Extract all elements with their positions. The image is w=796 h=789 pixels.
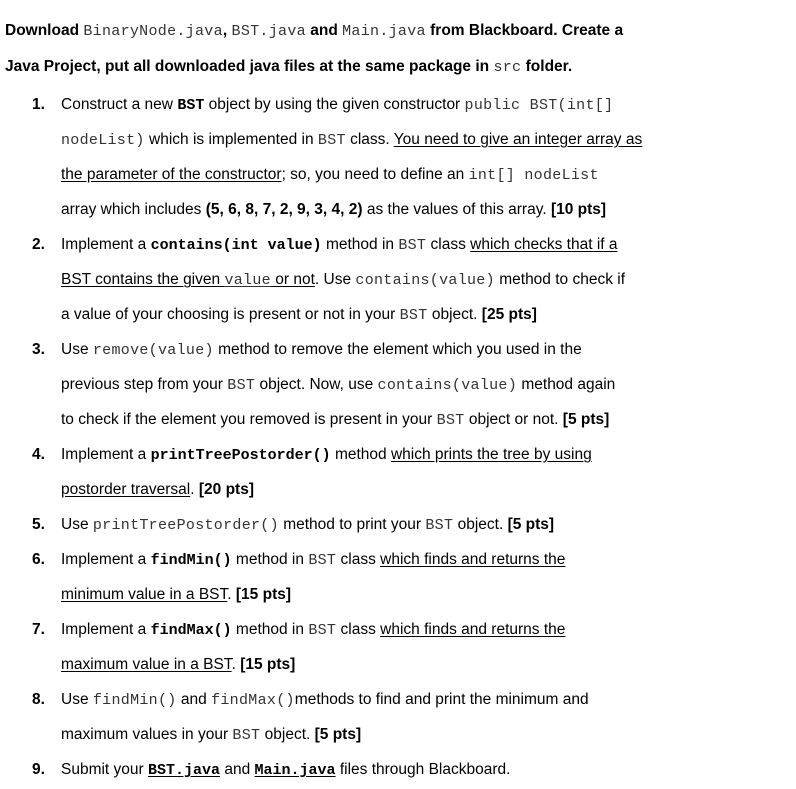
- item-line: previous step from your BST object. Now, use contains(value) method again: [61, 376, 616, 394]
- item-line: postorder traversal. [20 pts]: [61, 481, 254, 498]
- item-line: maximum values in your BST object. [5 pts]: [61, 726, 362, 744]
- item-line: Implement a findMin() method in BST class which finds and returns the: [61, 551, 566, 569]
- item-number: 9.: [32, 761, 45, 778]
- item-line: nodeList) which is implemented in BST class. You need to give an integer array as: [61, 131, 643, 149]
- item-line: Submit your BST.java and Main.java files through Blackboard.: [61, 761, 511, 779]
- code-binarynode-java: BinaryNode.java: [83, 23, 223, 40]
- code-src: src: [493, 59, 522, 76]
- item-line: Implement a contains(int value) method in BST class which checks that if a: [61, 236, 618, 254]
- code-bst-java: BST.java: [231, 23, 306, 40]
- item-line: Construct a new BST object by using the given constructor public BST(int[]: [61, 96, 614, 114]
- item-line: maximum value in a BST. [15 pts]: [61, 656, 296, 673]
- item-line: BST contains the given value or not. Use contains(value) method to check if: [61, 271, 626, 289]
- item-line: the parameter of the constructor; so, you need to define an int[] nodeList: [61, 166, 599, 184]
- item-line: minimum value in a BST. [15 pts]: [61, 586, 292, 603]
- item-line: array which includes (5, 6, 8, 7, 2, 9, 3, 4, 2) as the values of this array. [10 pts]: [61, 201, 607, 218]
- item-number: 8.: [32, 691, 45, 708]
- intro-line-1: Download BinaryNode.java, BST.java and Main.java from Blackboard. Create a: [5, 22, 624, 40]
- item-line: to check if the element you removed is present in your BST object or not. [5 pts]: [61, 411, 610, 429]
- item-line: Implement a findMax() method in BST class which finds and returns the: [61, 621, 566, 639]
- item-number: 2.: [32, 236, 45, 253]
- item-line: a value of your choosing is present or not in your BST object. [25 pts]: [61, 306, 537, 324]
- item-line: Use findMin() and findMax()methods to find and print the minimum and: [61, 691, 589, 709]
- item-number: 4.: [32, 446, 45, 463]
- item-number: 5.: [32, 516, 45, 533]
- intro-line-2: Java Project, put all downloaded java files at the same package in src folder.: [5, 58, 573, 76]
- item-line: Implement a printTreePostorder() method which prints the tree by using: [61, 446, 592, 464]
- item-number: 7.: [32, 621, 45, 638]
- code-main-java: Main.java: [342, 23, 426, 40]
- item-line: Use remove(value) method to remove the element which you used in the: [61, 341, 582, 359]
- item-line: Use printTreePostorder() method to print your BST object. [5 pts]: [61, 516, 555, 534]
- item-number: 3.: [32, 341, 45, 358]
- item-number: 1.: [32, 96, 45, 113]
- item-number: 6.: [32, 551, 45, 568]
